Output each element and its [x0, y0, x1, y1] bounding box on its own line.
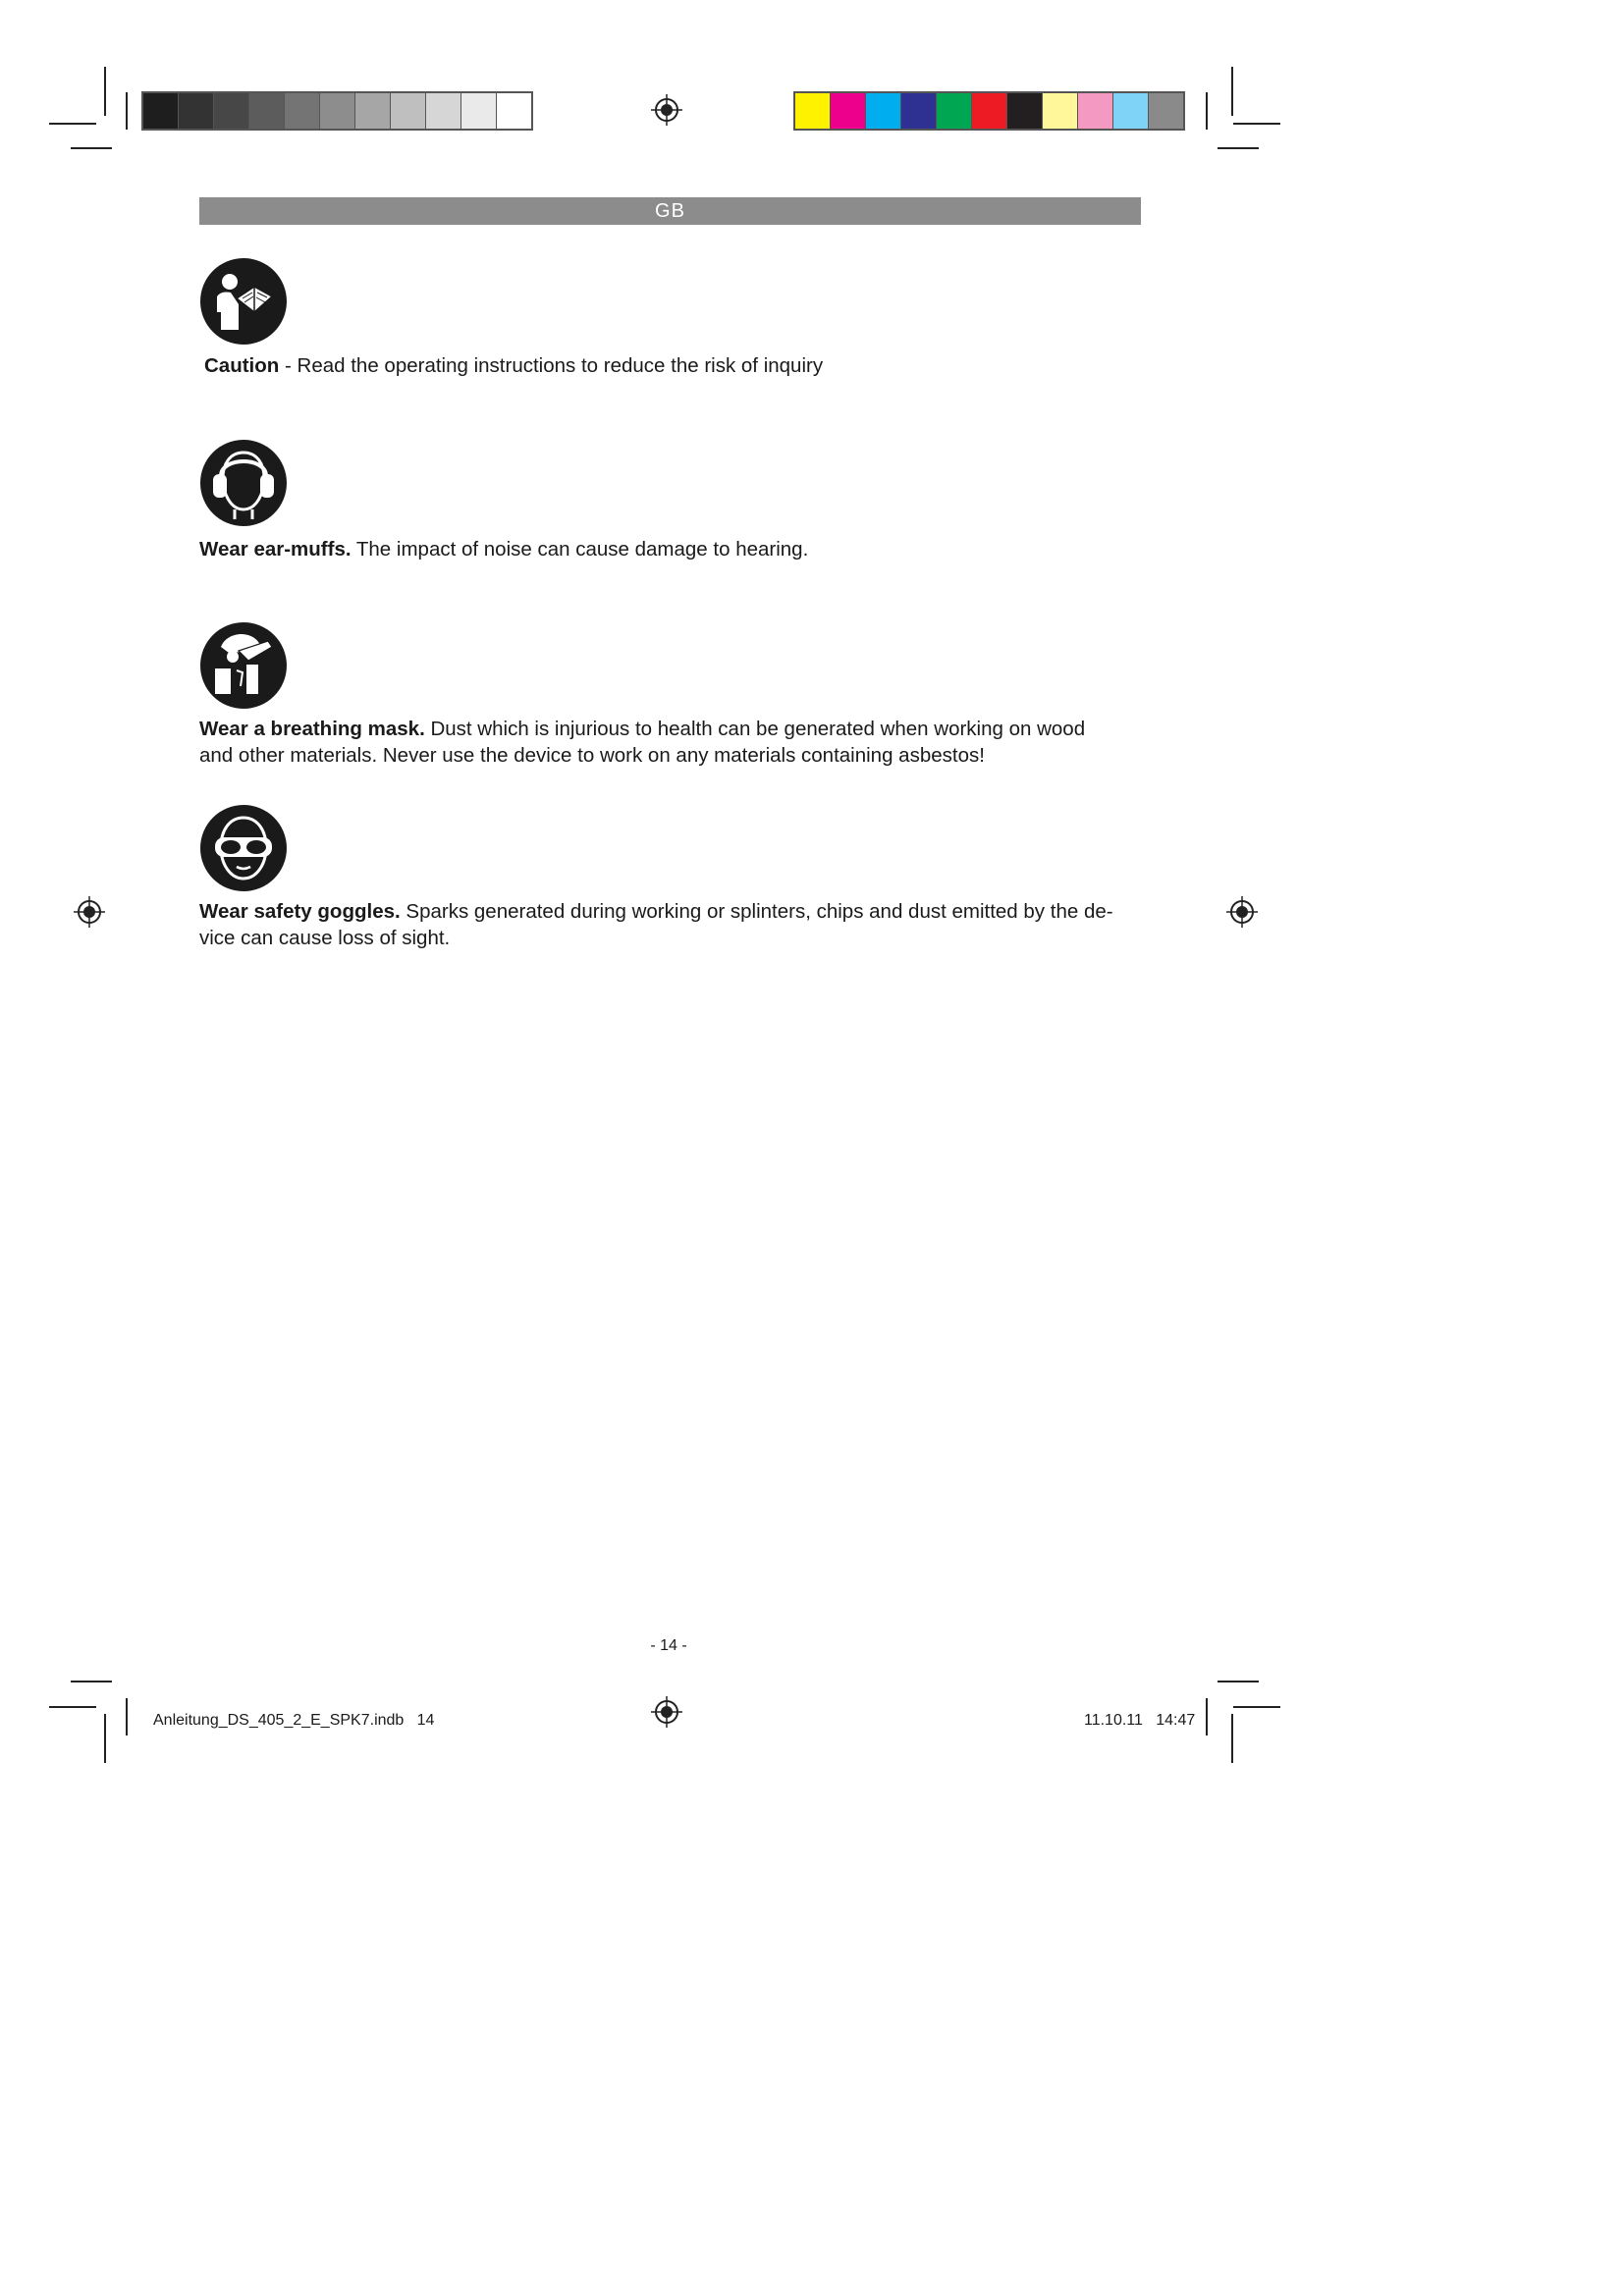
item-title: Caution: [204, 354, 280, 377]
color-swatch: [461, 93, 497, 129]
color-swatch: [1007, 93, 1043, 129]
crop-mark: [126, 92, 128, 130]
item-text: The impact of noise can cause damage to hearing.: [351, 538, 809, 561]
crop-mark: [1231, 1714, 1233, 1763]
registration-mark-icon: [73, 895, 106, 929]
color-swatch: [426, 93, 461, 129]
color-swatch: [355, 93, 391, 129]
color-swatch: [795, 93, 831, 129]
crop-mark: [1206, 92, 1208, 130]
item-title: Wear a breathing mask.: [199, 718, 425, 740]
registration-mark-icon: [650, 1695, 683, 1729]
timestamp: 11.10.11 14:47: [1084, 1712, 1196, 1729]
item-title: Wear safety goggles.: [199, 900, 401, 923]
color-swatch: [320, 93, 355, 129]
ear-muffs-icon: [199, 439, 288, 527]
crop-mark: [71, 1681, 112, 1682]
color-swatch: [285, 93, 320, 129]
color-swatch: [972, 93, 1007, 129]
crop-mark: [1231, 67, 1233, 116]
color-swatch: [831, 93, 866, 129]
crop-mark: [104, 1714, 106, 1763]
item-text: Dust which is injurious to health can be generated when working on wood and other materials. Never use the device to work on any materials containing asbestos!: [199, 718, 1086, 767]
breathing-mask-icon: [199, 621, 288, 710]
color-swatch: [179, 93, 214, 129]
registration-mark-icon: [650, 93, 683, 127]
crop-mark: [71, 147, 112, 149]
safety-goggles-paragraph: [199, 898, 1132, 951]
crop-mark: [126, 1698, 128, 1735]
registration-mark-icon: [1225, 895, 1259, 929]
color-swatch: [1113, 93, 1149, 129]
item-text: Sparks generated during working or splinters, chips and dust emitted by the de-vice can cause loss of sight.: [199, 900, 1113, 949]
breathing-mask-paragraph: [199, 716, 1112, 769]
color-swatch: [937, 93, 972, 129]
language-label: GB: [655, 200, 685, 222]
crop-mark: [1206, 1698, 1208, 1735]
crop-mark: [1233, 1706, 1280, 1708]
safety-goggles-icon: [199, 804, 288, 892]
ear-muffs-paragraph: [199, 536, 1142, 562]
color-swatch: [214, 93, 249, 129]
grayscale-color-bar: [141, 91, 533, 131]
crop-mark: [49, 1706, 96, 1708]
color-swatch: [249, 93, 285, 129]
crop-mark: [49, 123, 96, 125]
crop-mark: [104, 67, 106, 116]
color-swatch: [901, 93, 937, 129]
crop-mark: [1218, 147, 1259, 149]
color-swatch: [1078, 93, 1113, 129]
crop-mark: [1218, 1681, 1259, 1682]
language-header-bar: [199, 197, 1141, 225]
color-swatch: [497, 93, 531, 129]
process-color-bar: [793, 91, 1185, 131]
color-swatch: [866, 93, 901, 129]
item-title: Wear ear-muffs.: [199, 538, 352, 561]
item-text: - Read the operating instructions to reduce the risk of inquiry: [279, 354, 824, 377]
color-swatch: [391, 93, 426, 129]
crop-mark: [1233, 123, 1280, 125]
read-manual-icon: [199, 257, 288, 346]
color-swatch: [1043, 93, 1078, 129]
page-number: - 14 -: [650, 1637, 687, 1654]
caution-paragraph: [204, 352, 1147, 379]
color-swatch: [143, 93, 179, 129]
file-name: Anleitung_DS_405_2_E_SPK7.indb 14: [153, 1712, 435, 1729]
color-swatch: [1149, 93, 1183, 129]
